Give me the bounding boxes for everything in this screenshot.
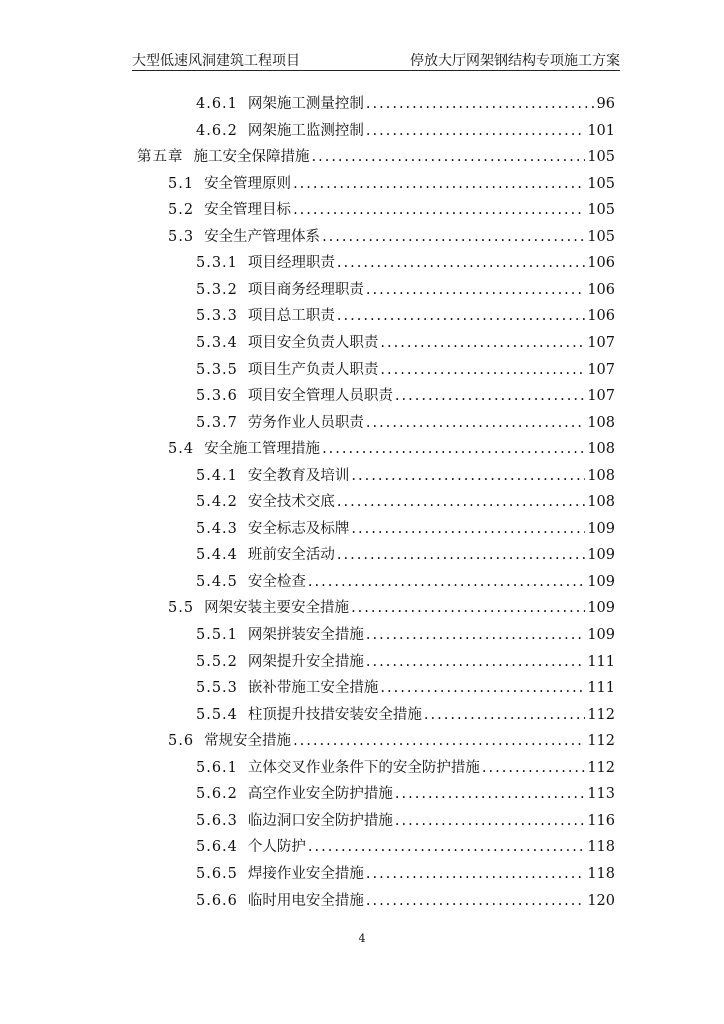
toc-entry-title: 网架施工测量控制 [247,96,364,112]
toc-entry-title: 安全标志及标牌 [247,520,350,537]
toc-entry-page: 109 [587,520,615,537]
toc-entry-title: 高空作业安全防护措施 [247,786,393,803]
toc-entry[interactable] [196,331,615,357]
toc-entry[interactable] [196,543,615,569]
toc-entry-page: 111 [587,680,615,697]
toc-dot-leader [380,680,585,696]
toc-entry-title: 劳务作业人员职责 [247,414,364,431]
toc-dot-leader [351,468,585,484]
toc-entry-number: 5.6.6 [196,892,238,909]
toc-entry-title: 班前安全活动 [247,547,335,564]
toc-entry-title: 项目总工职责 [247,308,335,325]
toc-dot-leader [366,654,585,670]
toc-entry-title: 网架拼装安全措施 [247,627,364,643]
toc-entry[interactable] [168,225,615,251]
toc-entry[interactable] [196,835,615,861]
toc-dot-leader [337,255,585,271]
toc-entry-title: 安全生产管理体系 [204,228,321,245]
toc-entry[interactable] [196,251,615,277]
header-rule [132,70,620,71]
toc-entry[interactable] [196,676,615,702]
toc-entry-number: 4.6.2 [196,122,238,139]
toc-dot-leader [380,335,585,351]
toc-entry[interactable] [196,650,615,676]
toc-entry[interactable] [196,756,615,782]
toc-entry-number: 5.3 [168,228,195,245]
toc-dot-leader [351,521,585,537]
toc-entry[interactable] [196,464,615,490]
toc-entry-page: 116 [587,812,615,829]
toc-dot-leader [366,866,585,882]
toc-entry-number: 5.5.2 [196,653,238,670]
toc-entry[interactable] [196,92,615,118]
toc-entry-number: 4.6.1 [196,96,238,112]
toc-entry-page: 111 [587,653,615,670]
toc-entry-title: 安全检查 [247,573,306,590]
toc-entry-page: 120 [587,892,615,909]
toc-dot-leader [293,733,585,749]
toc-entry-title: 施工安全保障措施 [193,149,310,166]
toc-entry-title: 网架施工监测控制 [247,122,364,139]
toc-entry-page: 96 [596,96,615,112]
toc-entry-number: 5.6 [168,733,195,750]
toc-entry[interactable] [196,782,615,808]
toc-entry[interactable] [196,304,615,330]
toc-entry-title: 常规安全措施 [204,733,292,750]
toc-dot-leader [482,760,585,776]
toc-dot-leader [395,786,585,802]
toc-entry-number: 5.1 [168,175,195,192]
toc-dot-leader [366,415,585,431]
toc-entry[interactable] [196,570,615,596]
toc-entry-page: 106 [587,281,615,298]
toc-entry-title: 嵌补带施工安全措施 [247,680,379,697]
toc-entry[interactable] [196,384,615,410]
toc-entry-page: 105 [587,149,615,166]
toc-entry-title: 临边洞口安全防护措施 [247,812,393,829]
toc-dot-leader [293,202,585,218]
toc-entry-title: 项目安全管理人员职责 [247,388,393,405]
toc-entry-page: 106 [587,255,615,272]
toc-entry[interactable] [168,172,615,198]
toc-entry-page: 112 [587,706,615,723]
toc-entry-title: 安全施工管理措施 [204,441,321,458]
toc-entry-page: 113 [587,786,615,803]
toc-entry[interactable] [168,198,615,224]
toc-dot-leader [337,494,585,510]
toc-entry-page: 118 [587,839,615,856]
toc-dot-leader [312,149,586,165]
header-document-title: 停放大厅网架钢结构专项施工方案 [410,53,620,69]
toc-dot-leader [293,176,585,192]
toc-entry-page: 107 [587,334,615,351]
toc-dot-leader [380,362,585,378]
toc-entry-number: 5.4.3 [196,520,238,537]
toc-entry-title: 个人防护 [247,839,306,856]
toc-dot-leader [395,388,585,404]
toc-entry-number: 5.6.5 [196,865,238,882]
toc-entry-page: 109 [587,627,615,643]
toc-entry-number: 第五章 [137,149,184,166]
toc-entry-title: 项目经理职责 [247,255,335,272]
toc-entry-number: 5.5.3 [196,680,238,697]
toc-dot-leader [308,574,585,590]
toc-entry-page: 118 [587,865,615,882]
toc-entry-title: 焊接作业安全措施 [247,865,364,882]
toc-entry[interactable] [196,517,615,543]
toc-entry[interactable] [168,596,615,622]
toc-entry[interactable] [196,703,615,729]
toc-entry[interactable] [196,358,615,384]
toc-entry[interactable] [137,145,615,171]
toc-entry-number: 5.4 [168,441,195,458]
toc-entry-number: 5.3.5 [196,361,238,378]
toc-entry-number: 5.5.1 [196,627,238,643]
toc-entry-number: 5.6.2 [196,786,238,803]
toc-entry-number: 5.5.4 [196,706,238,723]
toc-entry-title: 项目安全负责人职责 [247,334,379,351]
toc-entry-number: 5.6.1 [196,759,238,776]
toc-entry[interactable] [196,411,615,437]
toc-dot-leader [366,282,585,298]
toc-entry[interactable] [196,889,615,915]
toc-entry-number: 5.3.7 [196,414,238,431]
toc-entry-page: 112 [587,759,615,776]
toc-entry-number: 5.4.5 [196,573,238,590]
toc-entry-page: 112 [587,733,615,750]
toc-entry-title: 立体交叉作业条件下的安全防护措施 [247,759,480,776]
toc-entry-page: 105 [587,175,615,192]
toc-entry[interactable] [196,623,615,649]
toc-dot-leader [308,839,585,855]
toc-entry-page: 107 [587,361,615,378]
toc-entry[interactable] [196,809,615,835]
toc-dot-leader [322,229,585,245]
toc-entry-page: 108 [587,441,615,458]
toc-dot-leader [351,600,585,616]
toc-entry-title: 网架提升安全措施 [247,653,364,670]
toc-entry-number: 5.5 [168,600,195,617]
toc-entry-number: 5.4.2 [196,494,238,511]
toc-dot-leader [337,547,585,563]
toc-entry-page: 109 [587,573,615,590]
toc-dot-leader [366,893,585,909]
toc-entry-number: 5.6.4 [196,839,238,856]
toc-entry[interactable] [168,729,615,755]
toc-dot-leader [395,813,585,829]
toc-entry-page: 106 [587,308,615,325]
toc-entry-number: 5.3.4 [196,334,238,351]
toc-entry-title: 安全管理目标 [204,202,292,219]
toc-dot-leader [322,441,585,457]
toc-entry-page: 105 [587,228,615,245]
toc-entry-number: 5.2 [168,202,195,219]
toc-entry-title: 项目生产负责人职责 [247,361,379,378]
toc-entry-number: 5.4.1 [196,467,238,484]
toc-entry-number: 5.6.3 [196,812,238,829]
toc-entry-title: 临时用电安全措施 [247,892,364,909]
toc-entry[interactable] [168,437,615,463]
toc-entry-title: 安全管理原则 [204,175,292,192]
toc-entry-page: 101 [587,122,615,139]
toc-dot-leader [337,308,585,324]
toc-dot-leader [366,123,585,139]
toc-dot-leader [424,707,585,723]
page-number: 4 [358,932,366,945]
toc-entry-page: 108 [587,467,615,484]
toc-entry-page: 105 [587,202,615,219]
toc-entry-number: 5.3.6 [196,388,238,405]
page-header [132,46,620,70]
toc-entry-page: 108 [587,494,615,511]
toc-entry[interactable] [196,119,615,145]
toc-dot-leader [366,627,585,643]
toc-entry-title: 柱顶提升技措安装安全措施 [247,706,422,723]
toc-entry-number: 5.4.4 [196,547,238,564]
toc-entry-title: 安全教育及培训 [247,467,350,484]
toc-entry-number: 5.3.2 [196,281,238,298]
toc-dot-leader [366,96,595,112]
toc-entry[interactable] [196,278,615,304]
toc-entry[interactable] [196,490,615,516]
toc-entry-page: 109 [587,600,615,617]
toc-entry-title: 项目商务经理职责 [247,281,364,298]
toc-entry-number: 5.3.3 [196,308,238,325]
toc-entry-page: 108 [587,414,615,431]
toc-entry[interactable] [196,862,615,888]
header-project-name: 大型低速风洞建筑工程项目 [132,53,300,69]
toc-entry-page: 109 [587,547,615,564]
toc-entry-page: 107 [587,388,615,405]
toc-entry-title: 安全技术交底 [247,494,335,511]
toc-entry-number: 5.3.1 [196,255,238,272]
toc-entry-title: 网架安装主要安全措施 [204,600,350,617]
